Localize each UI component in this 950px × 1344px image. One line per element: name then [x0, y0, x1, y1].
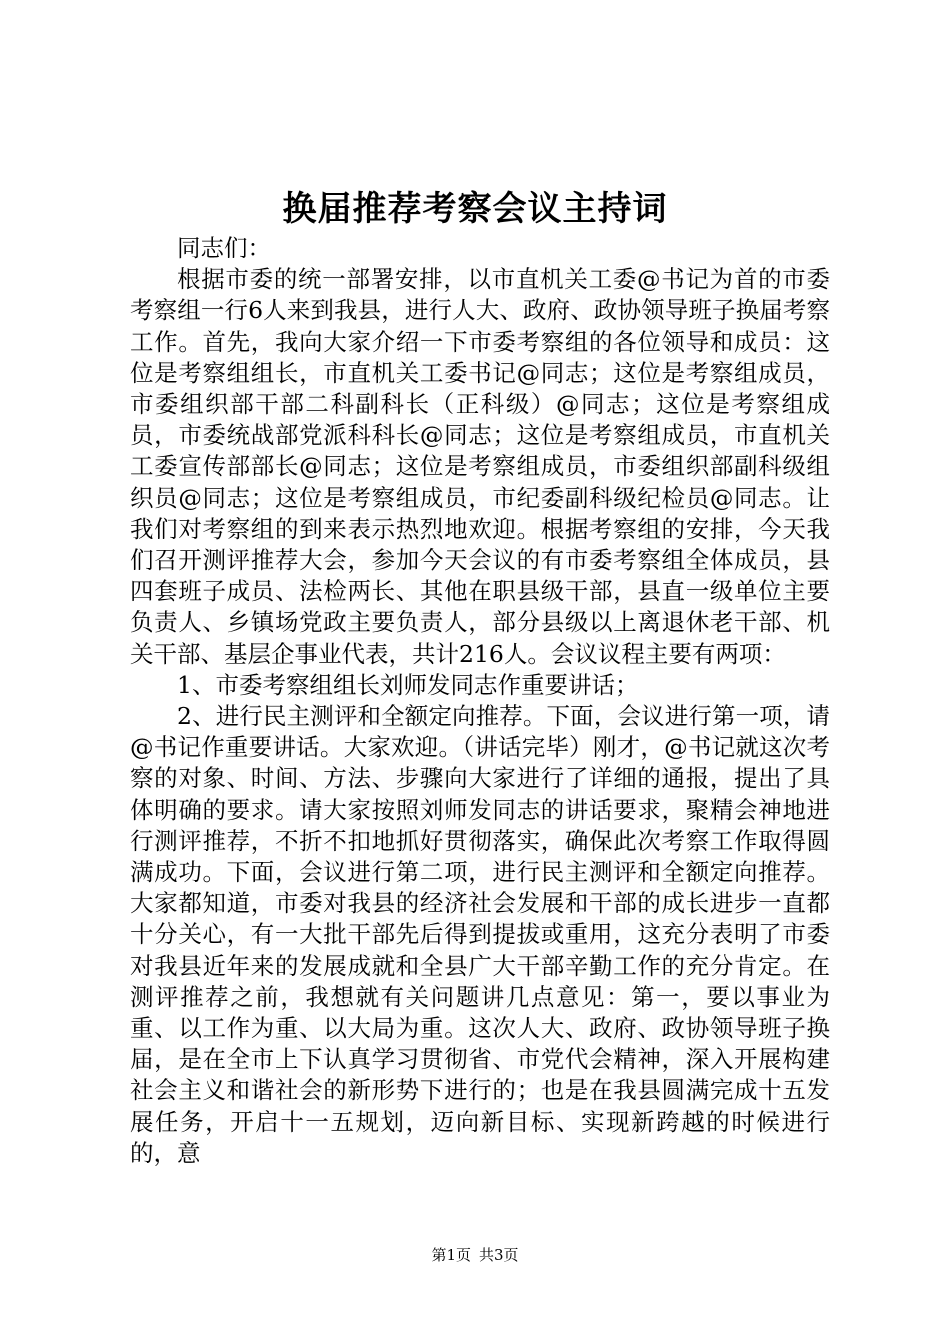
page-footer [0, 1244, 950, 1266]
paragraph-agenda-item-1: 1、市委考察组组长刘师发同志作重要讲话； [177, 670, 639, 699]
paragraph-salutation: 同志们： [177, 234, 271, 262]
page-total: 共3页 [479, 1246, 519, 1264]
document-title: 换届推荐考察会议主持词 [282, 189, 668, 229]
page-number: 第1页 [431, 1246, 471, 1264]
paragraph-introduction: 根据市委的统一部署安排，以市直机关工委@书记为首的市委考察组一行6人来到我县，进行人大、政府、政协领导班子换届考察工作。首先，我向大家介绍一下市委考察组的各位领导和成员：这位是考察组组长，市直机关工委书记@同志；这位是考察组成员，市委组织部干部二科副科长（正科级）@同志；这位是考察组成员，市委统战部党派科科长@同志；这位是考察组成员，市直机关工委宣传部部长@同志；这位是考察组成员，市委组织部副科级组织员@同志；这位是考察组成员，市纪委副科级纪检员@同志。让我们对考察组的到来表示热烈地欢迎。根据考察组的安排，今天我们召开测评推荐大会，参加今天会议的有市委考察组全体成员，县四套班子成员、法检两长、其他在职县级干部，县直一级单位主要负责人、乡镇场党政主要负责人，部分县级以上离退休老干部、机关干部、基层企事业代表，共计216人。会议议程主要有两项： [130, 265, 830, 668]
paragraph-agenda-item-2: 2、进行民主测评和全额定向推荐。下面，会议进行第一项，请@书记作重要讲话。大家欢迎。（讲话完毕）刚才，@书记就这次考察的对象、时间、方法、步骤向大家进行了详细的通报，提出了具体明确的要求。请大家按照刘师发同志的讲话要求，聚精会神地进行测评推荐，不折不扣地抓好贯彻落实，确保此次考察工作取得圆满成功。下面，会议进行第二项，进行民主测评和全额定向推荐。大家都知道，市委对我县的经济社会发展和干部的成长进步一直都十分关心，有一大批干部先后得到提拔或重用，这充分表明了市委对我县近年来的发展成就和全县广大干部辛勤工作的充分肯定。在测评推荐之前，我想就有关问题讲几点意见：第一，要以事业为重、以工作为重、以大局为重。这次人大、政府、政协领导班子换届，是在全市上下认真学习贯彻省、市党代会精神，深入开展构建社会主义和谐社会的新形势下进行的；也是在我县圆满完成十五发展任务，开启十一五规划，迈向新目标、实现新跨越的时候进行的，意 [130, 702, 830, 1167]
document-body [130, 233, 830, 1169]
